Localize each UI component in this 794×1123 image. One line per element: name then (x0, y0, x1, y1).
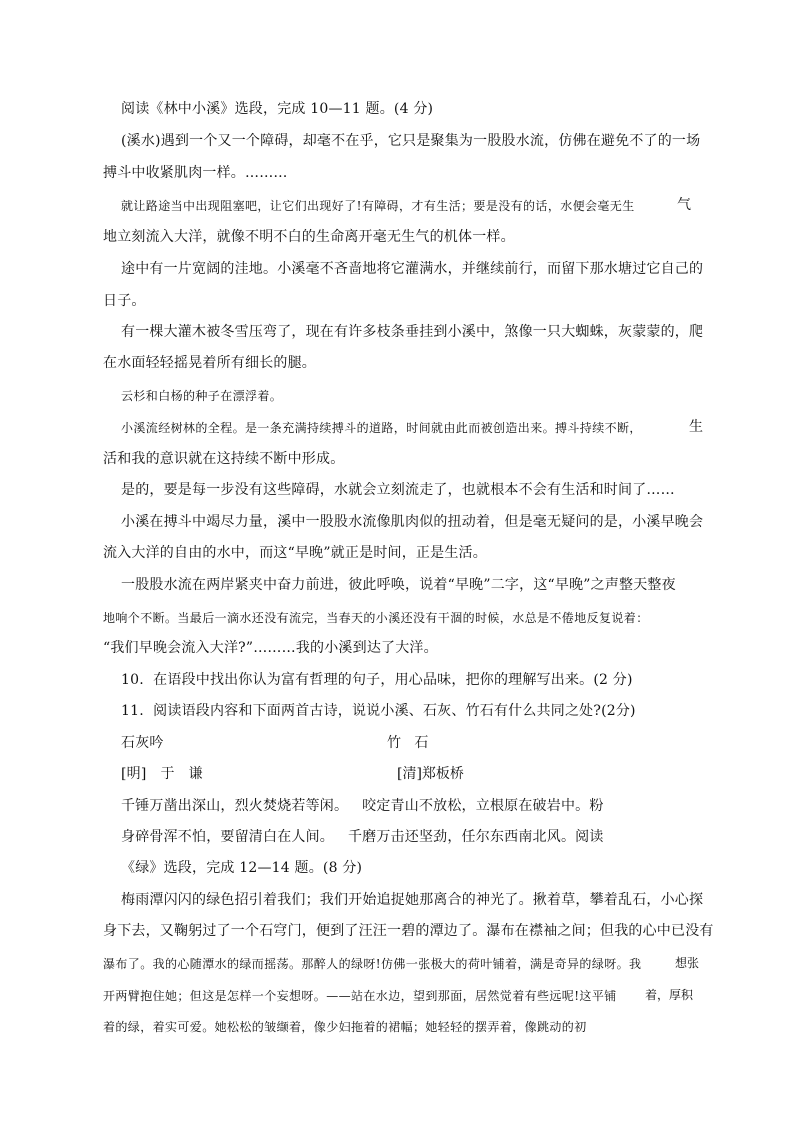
paragraph-line: 着的绿，着实可爱。她松松的皱缬着，像少妇拖着的裙幅；她轻轻的摆弄着，像跳动的初 (103, 1020, 587, 1034)
paragraph-line: 搏斗中收紧肌肉一样。……… (103, 165, 288, 181)
paragraph-line: 日子。 (103, 293, 146, 309)
paragraph-line: 有一棵大灌木被冬雪压弯了，现在有许多枝条垂挂到小溪中，煞像一只大蜘蛛，灰蒙蒙的，爬 (121, 324, 704, 340)
poem-line: 千锤万凿出深山，烈火焚烧若等闲。 咬定青山不放松，立根原在破岩中。粉 (121, 798, 604, 814)
poem-author-zhengbanqiao: [清]郑板桥 (397, 766, 464, 782)
paragraph-line: 是的，要是每一步没有这些障碍，水就会立刻流走了，也就根本不会有生活和时间了…… (121, 482, 675, 498)
paragraph-line: 云杉和白杨的种子在漂浮着。 (121, 389, 283, 403)
paragraph-line-tail: 着，厚积 (645, 988, 694, 1002)
paragraph-line: (溪水)遇到一个又一个障碍，却毫不在乎，它只是聚集为一股股水流，仿佛在避免不了的一场 (121, 133, 701, 149)
question-10: 10. 在语段中找出你认为富有哲理的句子，用心品味，把你的理解写出来。(2 分) (121, 672, 633, 688)
paragraph-line-tail: 气 (677, 197, 691, 213)
paragraph-line: 一股股水流在两岸紧夹中奋力前进，彼此呼唤，说着“早晚”二字，这“早晚”之声整天整夜 (121, 577, 676, 593)
paragraph-line: 在水面轻轻摇晃着所有细长的腿。 (103, 355, 316, 371)
poem-title-shihuiyin: 石灰吟 (121, 735, 164, 751)
paragraph-line-tail: 想张 (675, 956, 700, 970)
paragraph-line: 小溪流经树林的全程。是一条充满持续搏斗的道路，时间就由此而被创造出来。搏斗持续不断， (121, 421, 642, 435)
paragraph-line: 活和我的意识就在这持续不断中形成。 (103, 451, 345, 467)
paragraph-line: 小溪在搏斗中竭尽力量，溪中一股股水流像肌肉似的扭动着，但是毫无疑问的是，小溪早晚会 (121, 514, 704, 530)
paragraph-line: “我们早晚会流入大洋?”………我的小溪到达了大洋。 (103, 640, 438, 656)
poem-title-zhushi: 竹 石 (387, 735, 429, 751)
poem-line: 身碎骨浑不怕，要留清白在人间。 千磨万击还坚劲，任尔东西南北风。阅读 (121, 829, 604, 845)
paragraph-line: 梅雨潭闪闪的绿色招引着我们；我们开始追捉她那离合的神光了。揪着草，攀着乱石，小心探 (121, 892, 704, 908)
paragraph-line: 身下去，又鞠躬过了一个石穹门，便到了汪汪一碧的潭边了。瀑布在襟袖之间；但我的心中已没有 (103, 923, 714, 939)
paragraph-line: 流入大洋的自由的水中，而这“早晚”就正是时间，正是生活。 (103, 545, 487, 561)
reading-intro-2: 《绿》选段，完成 12—14 题。(8 分) (121, 860, 363, 876)
paragraph-line: 就让路途当中出现阻塞吧，让它们出现好了!有障碍，才有生活；要是没有的话，水便会毫无生 (121, 199, 635, 213)
paragraph-line: 地响个不断。当最后一滴水还没有流完，当春天的小溪还没有干涸的时候，水总是不倦地反复说着： (103, 611, 649, 625)
paragraph-line: 途中有一片宽阔的洼地。小溪毫不吝啬地将它灌满水，并继续前行，而留下那水塘过它自己的 (121, 261, 704, 277)
paragraph-line: 地立刻流入大洋，就像不明不白的生命离开毫无生气的机体一样。 (103, 229, 515, 245)
reading-intro-1: 阅读《林中小溪》选段，完成 10—11 题。(4 分) (121, 101, 434, 117)
paragraph-line: 开两臂抱住她；但这是怎样一个妄想呀。——站在水边，望到那面，居然觉着有些远呢!这平铺 (103, 989, 617, 1003)
question-11: 11. 阅读语段内容和下面两首古诗，说说小溪、石灰、竹石有什么共同之处?(2分) (121, 703, 636, 719)
poem-author-yuqian: [明] 于 谦 (121, 766, 203, 782)
paragraph-line: 瀑布了。我的心随潭水的绿而摇荡。那醉人的绿呀!仿佛一张极大的荷叶铺着，满是奇异的绿呀。我 (103, 957, 642, 971)
paragraph-line-tail: 生 (689, 419, 703, 435)
